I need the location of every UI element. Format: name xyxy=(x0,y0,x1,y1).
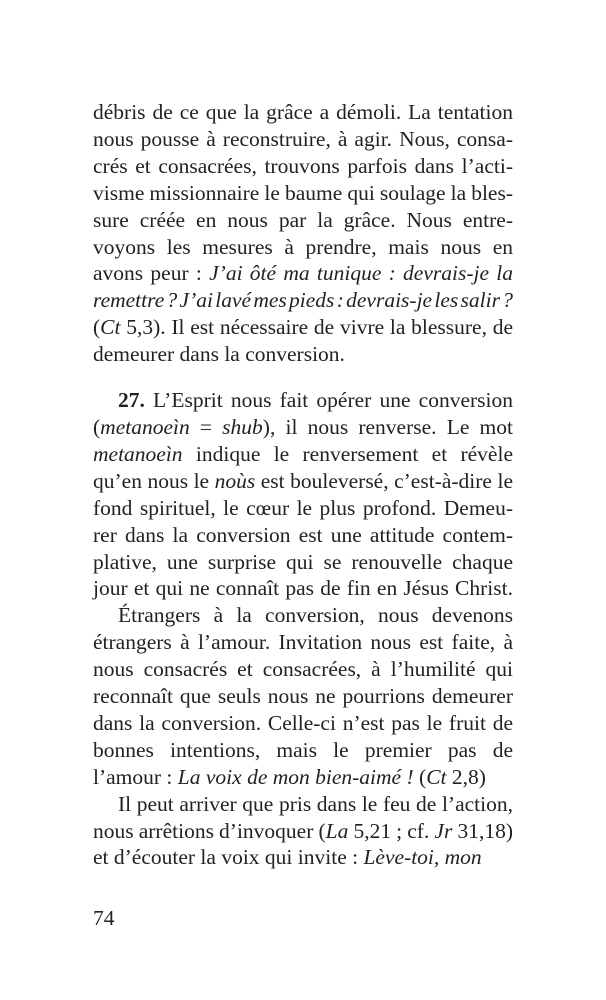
text-line xyxy=(93,314,513,341)
italic-text: metanoeìn xyxy=(93,441,183,466)
text-line xyxy=(93,287,513,314)
page-number: 74 xyxy=(93,906,115,930)
text-line xyxy=(93,414,513,441)
text-line-content xyxy=(93,764,486,791)
italic-text: Ct xyxy=(426,764,447,789)
book-page-text xyxy=(93,99,513,871)
text-line xyxy=(93,441,513,468)
text-line xyxy=(93,126,513,153)
text-line xyxy=(93,575,513,602)
italic-text: La xyxy=(325,818,349,843)
text-line-content xyxy=(93,180,513,207)
text-line-content xyxy=(93,234,513,261)
paragraph xyxy=(93,387,513,602)
text-line xyxy=(93,737,513,764)
text-line xyxy=(93,710,513,737)
text-segment: Étrangers à la conversion, nous devenons xyxy=(118,603,513,628)
text-segment: plative, une surprise qui se renouvelle chaque xyxy=(93,549,513,574)
italic-text: Jr xyxy=(434,818,453,843)
italic-text: Lève-toi, mon xyxy=(363,845,482,870)
text-line xyxy=(93,683,513,710)
text-line xyxy=(93,764,513,791)
text-segment: est bouleversé, c’est-à-dire le xyxy=(255,468,513,493)
text-segment: qu’en nous le xyxy=(93,468,215,493)
paragraph xyxy=(93,791,513,872)
text-line xyxy=(93,468,513,495)
text-segment: crés et consacrées, trouvons parfois dans l’acti- xyxy=(93,153,513,178)
text-segment: nous consacrés et consacrées, à l’humilité qui xyxy=(93,657,513,682)
text-line-content xyxy=(93,153,513,180)
text-line-content xyxy=(93,468,513,495)
text-line-content xyxy=(93,683,513,710)
text-segment: L’Esprit nous fait opérer une conversion xyxy=(144,388,513,413)
text-segment: reconnaît que seuls nous ne pourrions demeurer xyxy=(93,684,513,709)
text-segment: 31,18) xyxy=(452,818,513,843)
text-segment: jour et qui ne connaît pas de fin en Jésus Christ. xyxy=(93,576,513,601)
text-line-content xyxy=(118,602,513,629)
text-segment: demeurer dans la conversion. xyxy=(93,342,345,367)
paragraph-number: 27. xyxy=(118,388,145,413)
text-line-content xyxy=(93,818,513,845)
text-line-content xyxy=(93,207,513,234)
text-segment: rer dans la conversion est une attitude contem- xyxy=(93,522,513,547)
text-line xyxy=(93,818,513,845)
text-line-content xyxy=(93,656,513,683)
text-line-content xyxy=(118,387,513,414)
text-line-content xyxy=(93,710,513,737)
text-line-content xyxy=(93,549,513,576)
italic-text: noùs xyxy=(214,468,256,493)
text-line-content xyxy=(93,629,513,656)
italic-text: Ct xyxy=(100,315,121,340)
text-line xyxy=(93,153,513,180)
paragraph xyxy=(93,99,513,368)
text-segment: indique le renversement et révèle xyxy=(182,441,513,466)
text-segment: nous arrêtions d’invoquer ( xyxy=(93,818,326,843)
text-segment: ), il nous renverse. Le mot xyxy=(262,414,513,439)
italic-text: La voix de mon bien-aimé ! xyxy=(177,764,414,789)
text-line xyxy=(93,207,513,234)
text-segment: et d’écouter la voix qui invite : xyxy=(93,845,364,870)
text-line xyxy=(93,791,513,818)
text-segment: 2,8) xyxy=(446,764,486,789)
text-line-content xyxy=(93,495,513,522)
text-line-content xyxy=(93,844,482,871)
text-segment: fond spirituel, le cœur le plus profond. Demeu- xyxy=(93,495,513,520)
italic-text: remettre ? J’ai lavé mes pieds : devrais-je les salir ? xyxy=(93,288,513,313)
text-segment: sure créée en nous par la grâce. Nous entre- xyxy=(93,207,513,232)
text-line-content xyxy=(93,126,513,153)
text-line xyxy=(93,180,513,207)
text-line xyxy=(93,629,513,656)
text-segment: bonnes intentions, mais le premier pas de xyxy=(93,737,513,762)
text-line xyxy=(93,549,513,576)
text-line-content xyxy=(93,414,513,441)
text-line xyxy=(93,844,513,871)
text-line xyxy=(93,602,513,629)
text-segment: ( xyxy=(413,764,427,789)
italic-text: shub xyxy=(222,414,263,439)
text-segment: 5,3). Il est nécessaire de vivre la blessure, de xyxy=(120,315,513,340)
text-line-content xyxy=(93,737,513,764)
text-line-content xyxy=(93,575,513,602)
text-line xyxy=(93,99,513,126)
text-line-content xyxy=(93,99,513,126)
text-line-content xyxy=(93,441,513,468)
text-line-content xyxy=(93,522,513,549)
text-line xyxy=(93,341,513,368)
paragraph xyxy=(93,602,513,790)
text-segment: l’amour : xyxy=(93,764,178,789)
text-segment: nous pousse à reconstruire, à agir. Nous, consa- xyxy=(93,126,513,151)
text-segment: visme missionnaire le baume qui soulage la bles- xyxy=(93,180,513,205)
text-segment: Il peut arriver que pris dans le feu de l’action, xyxy=(118,791,513,816)
italic-text: metanoeìn xyxy=(100,414,190,439)
text-segment: ( xyxy=(93,414,101,439)
text-line-content xyxy=(118,791,513,818)
text-line xyxy=(93,495,513,522)
text-segment: voyons les mesures à prendre, mais nous en xyxy=(93,234,513,259)
text-segment: dans la conversion. Celle-ci n’est pas le fruit de xyxy=(93,710,513,735)
text-segment: débris de ce que la grâce a démoli. La tentation xyxy=(93,100,513,124)
text-line-content xyxy=(93,314,513,341)
text-line xyxy=(93,234,513,261)
text-line-content xyxy=(93,287,513,314)
text-segment: = xyxy=(189,414,223,439)
text-line xyxy=(93,387,513,414)
text-segment: étrangers à l’amour. Invitation nous est faite, à xyxy=(93,630,513,655)
text-segment: ( xyxy=(93,315,101,340)
text-line-content xyxy=(93,260,513,287)
text-segment: avons peur : xyxy=(93,261,210,286)
text-line xyxy=(93,656,513,683)
text-line xyxy=(93,260,513,287)
text-line-content xyxy=(93,341,345,368)
italic-text: J’ai ôté ma tunique : devrais-je la xyxy=(209,261,513,286)
text-line xyxy=(93,522,513,549)
text-segment: 5,21 ; cf. xyxy=(348,818,435,843)
